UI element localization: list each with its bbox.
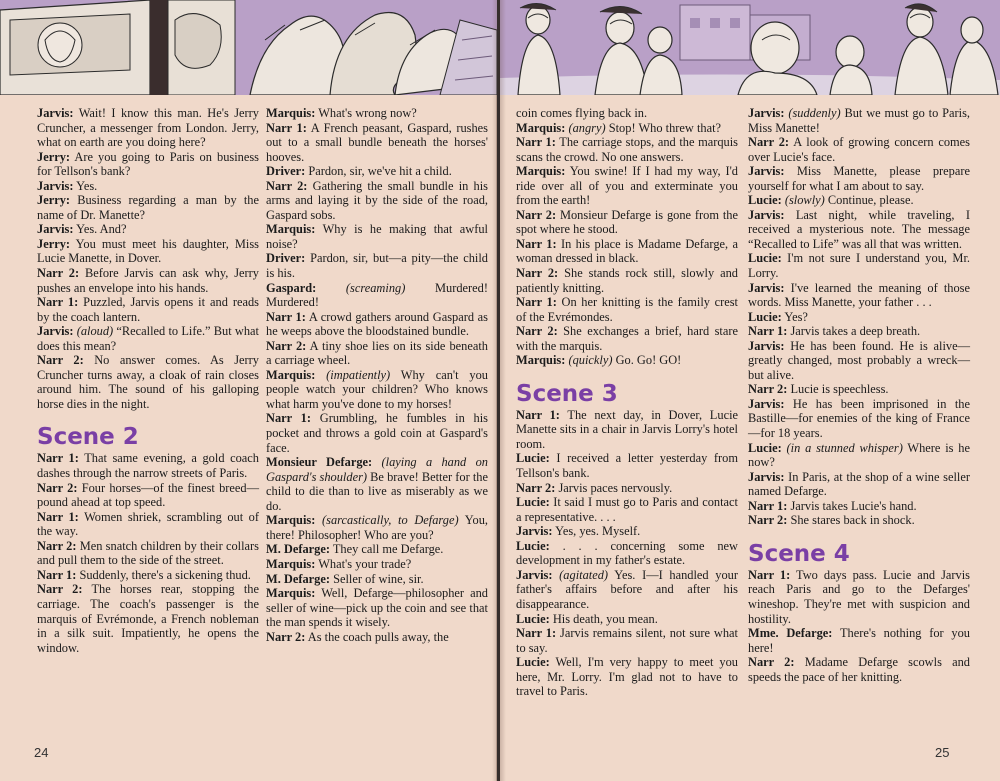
dialogue-text: Yes, yes. Myself. [555,524,641,539]
dialogue-text: Monsieur Defarge is gone from the spot where he stood. [516,207,738,237]
dialogue-text: Lucie is speechless. [790,382,889,397]
speaker-name: Marquis: [266,556,316,571]
speaker-name: Lucie: [516,611,550,626]
speaker-name: Jerry: [37,193,71,208]
speaker-name: Marquis: [266,367,316,382]
dialogue-text: I'm not sure I understand you, Mr. Lorry. [748,251,970,281]
speaker-name: Narr 2: [516,324,558,339]
script-line [266,586,488,630]
dialogue-text: In his place is Madame Defarge, a woman dressed in black. [516,236,738,266]
script-line [748,106,970,135]
dialogue-text: Continue, please. [824,193,914,208]
script-line [748,324,970,339]
script-line [37,222,259,237]
dialogue-text: You swine! If I had my way, I'd ride over all of you and exterminate you from the earth! [516,164,739,208]
script-line [266,572,488,587]
dialogue-text: Jarvis remains silent, not sure what to say. [516,626,738,655]
stage-direction: (slowly) [784,193,825,208]
speaker-name: Jarvis: [37,222,74,237]
speaker-name: Marquis: [266,106,316,120]
text-column-2 [266,106,488,644]
script-line [266,630,488,645]
script-line [516,539,738,568]
speaker-name: Narr 2: [516,207,557,222]
dialogue-text: I've learned the meaning of those words. Miss Manette, your father . . . [748,280,970,310]
text-column-1 [37,106,259,655]
dialogue-text: No answer comes. As Jerry Cruncher turns away, a cloak of rain closes around him. The sound of his galloping horse dies in the night. [37,353,259,411]
speaker-name: Narr 2: [266,178,308,193]
stage-direction: (laying a hand on Gaspard's shoulder) [266,455,488,484]
speaker-name: Narr 2: [37,353,84,368]
script-line [266,281,488,310]
speaker-name: Marquis: [266,222,316,237]
dialogue-text: A French peasant, Gaspard, rushes out to a small bundle beneath the horses' hooves. [266,120,489,164]
script-line [516,495,738,524]
speaker-name: Narr 2: [748,655,795,670]
speaker-name: Lucie: [516,451,550,466]
script-line [266,121,488,165]
script-line [266,455,488,513]
dialogue-text: Wait! I know this man. He's Jerry Cruncher, a messenger from London. Jerry, what on earth are you doing here? [37,106,259,150]
script-line [266,164,488,179]
script-line [516,408,738,452]
script-line [266,310,488,339]
dialogue-text: Miss Manette, please prepare yourself for what I am about to say. [748,164,970,193]
dialogue-text: Madame Defarge scowls and speeds the pace of her knitting. [748,655,971,684]
script-line [748,193,970,208]
script-line [516,481,738,496]
dialogue-text: What's wrong now? [318,106,417,120]
dialogue-text: Where is he now? [748,440,970,470]
speaker-name: Lucie: [516,495,550,510]
dialogue-text: Men snatch children by their collars and pull them to the side of the street. [37,538,260,568]
script-line [37,193,259,222]
script-line [516,568,738,612]
speaker-name: Narr 2: [748,135,790,150]
coach-and-horses-illustration [0,0,497,95]
right-header-illustration [500,0,1000,95]
speaker-name: Narr 1: [748,567,791,582]
speaker-name: Narr 2: [266,338,307,353]
dialogue-text: He has been imprisoned in the Bastille—for enemies of the king of France—for 18 years. [748,396,970,441]
script-line [266,339,488,368]
dialogue-text: Are you going to Paris on business for Tellson's bank? [37,149,259,179]
script-line [748,513,970,528]
dialogue-text: Pardon, sir, but—a pity—the child is his. [266,251,488,281]
speaker-name: Jarvis: [748,396,785,411]
speaker-name: Jarvis: [748,338,785,353]
dialogue-text: Why can't you people watch your children? Who knows what harm you've done to my horses! [266,367,488,411]
dialogue-text: Well, I'm very happy to meet you here, Mr. Lorry. I'm glad not to have to travel to Paris. [516,655,738,699]
dialogue-text: She stands rock still, slowly and patiently knitting. [516,266,738,295]
dialogue-text: Murdered! Murdered! [266,280,488,310]
speaker-name: Jerry: [37,149,71,164]
dialogue-text: On her knitting is the family crest of the Evrémondes. [516,295,738,324]
dialogue-text: That same evening, a gold coach dashes through the narrow streets of Paris. [37,451,259,481]
speaker-name: Lucie: [748,309,782,324]
stage-direction: (in a stunned whisper) [786,440,903,455]
dialogue-text: Yes? [784,309,808,324]
speaker-name: Jarvis: [37,324,74,339]
page-number-right: 25 [935,745,950,760]
script-line [266,513,488,542]
script-line [37,179,259,194]
dialogue-text: Well, Defarge—philosopher and seller of wine—pick up the coin and see that the man spends it wisely. [266,586,488,630]
dialogue-text: Last night, while traveling, I received a mysterious note. The message “Recalled to Life” was all that was written. [748,207,970,251]
dialogue-text: Before Jarvis can ask why, Jerry pushes an envelope into his hands. [37,266,259,295]
scene-heading: Scene 4 [748,540,850,567]
speaker-name: Narr 2: [37,480,78,495]
stage-direction: (suddenly) [788,106,841,120]
dialogue-text: Grumbling, he fumbles in his pocket and throws a gold coin at Gaspard's face. [266,411,488,455]
dialogue-text: “Recalled to Life.” But what does this mean? [37,324,259,353]
script-line [516,295,738,324]
dialogue-text: A crowd gathers around Gaspard as he weeps above the bloodstained bundle. [266,309,488,339]
script-line [266,557,488,572]
dialogue-text: Yes. And? [76,222,127,237]
speaker-name: Driver: [266,164,306,179]
speaker-name: Narr 2: [516,480,556,495]
script-line [748,655,970,684]
script-line [37,237,259,266]
dialogue-text: The carriage stops, and the marquis scans the crowd. No one answers. [516,135,738,164]
speaker-name: Jarvis: [516,567,553,582]
speaker-name: Narr 1: [516,236,557,251]
speaker-name: Narr 1: [516,626,557,641]
speaker-name: Narr 2: [266,629,306,644]
speaker-name: Lucie: [748,440,782,455]
speaker-name: Marquis: [516,120,566,135]
stage-direction: (impatiently) [326,367,391,382]
dialogue-text: Yes. [76,178,98,193]
left-header-illustration [0,0,497,95]
speaker-name: Narr 2: [516,266,559,281]
script-line [37,324,259,353]
script-line [516,612,738,627]
speaker-name: Marquis: [266,513,316,528]
text-column-4 [748,106,970,684]
dialogue-text: Be brave! Better for the child to die than to live as miserably as we do. [266,469,488,513]
dialogue-text: His death, you mean. [552,611,658,626]
script-line [748,135,970,164]
script-line [266,222,488,251]
stage-direction: (angry) [568,120,606,135]
script-line [516,626,738,655]
speaker-name: Jarvis: [748,106,785,120]
dialogue-text: It said I must go to Paris and contact a representative. . . . [516,495,738,524]
text-column-3 [516,106,738,699]
dialogue-text: In Paris, at the shop of a wine seller named Defarge. [748,469,970,499]
speaker-name: Narr 1: [37,295,79,310]
script-line [37,539,259,568]
dialogue-text: Seller of wine, sir. [333,571,424,586]
script-line [266,411,488,455]
script-line [516,135,738,164]
speaker-name: Mme. Defarge: [748,626,833,641]
script-line [37,106,259,150]
speaker-name: Gaspard: [266,280,317,295]
script-line [37,481,259,510]
speaker-name: Narr 1: [516,295,557,310]
script-line [37,568,259,583]
script-line [37,510,259,539]
stage-direction: (sarcastically, to Defarge) [322,513,459,528]
dialogue-text: I received a letter yesterday from Tellson's bank. [516,451,738,481]
script-line [516,266,738,295]
script-line [516,353,738,368]
speaker-name: Narr 1: [266,411,311,426]
speaker-name: Narr 1: [266,309,306,324]
script-line [516,106,738,121]
speaker-name: Jarvis: [37,178,74,193]
script-line [516,324,738,353]
dialogue-text: Suddenly, there's a sickening thud. [79,567,251,582]
speaker-name: Narr 1: [266,120,307,135]
script-line [516,655,738,699]
speaker-name: Narr 1: [37,567,77,582]
speaker-name: Jarvis: [748,164,785,179]
speaker-name: Jerry: [37,236,71,251]
speaker-name: Narr 1: [37,451,79,466]
speaker-name: Narr 2: [37,582,83,597]
dialogue-text: Business regarding a man by the name of Dr. Manette? [37,193,259,222]
dialogue-text: . . . concerning some new development in my father's estate. [516,538,738,568]
dialogue-text: But we must go to Paris, Miss Manette! [748,106,970,135]
speaker-name: M. Defarge: [266,542,330,557]
stage-direction: (aloud) [76,324,114,339]
dialogue-text: The horses rear, stopping the carriage. The coach's passenger is the marquis of Evrémonde, a French nobleman in a silk suit. Impatiently, he opens the window. [37,582,259,655]
script-line [516,237,738,266]
speaker-name: Lucie: [748,251,782,266]
dialogue-text: Why is he making that awful noise? [266,222,489,251]
dialogue-text: She exchanges a brief, hard stare with the marquis. [516,324,738,353]
dialogue-text: Go. Go! GO! [612,353,682,368]
stage-direction: (agitated) [559,567,609,582]
script-line [748,441,970,470]
dialogue-text: Yes. I—I handled your father's affairs before and after his disappearance. [516,567,738,611]
speaker-name: M. Defarge: [266,571,330,586]
script-line [748,470,970,499]
script-line [37,266,259,295]
script-line [748,397,970,441]
dialogue-text: Gathering the small bundle in his arms and laying it by the side of the road, Gaspard sobs. [266,178,488,222]
dialogue-text: Pardon, sir, we've hit a child. [308,164,452,179]
dialogue-text: Puzzled, Jarvis opens it and reads by the coach lantern. [37,295,259,324]
speaker-name: Narr 2: [748,513,788,528]
script-line [516,164,738,208]
speaker-name: Narr 1: [516,135,556,150]
dialogue-text: The next day, in Dover, Lucie Manette sits in a chair in Jarvis Lorry's hotel room. [516,407,739,451]
speaker-name: Narr 1: [37,509,79,524]
dialogue-text: Four horses—of the finest breed—pound ahead at top speed. [37,480,259,510]
scene-heading: Scene 3 [516,380,618,407]
script-line [266,106,488,121]
speaker-name: Jarvis: [748,469,785,484]
script-line [516,524,738,539]
script-line [748,310,970,325]
speaker-name: Marquis: [516,164,566,179]
stage-direction: (screaming) [345,280,406,295]
dialogue-text: Jarvis takes Lucie's hand. [790,498,917,513]
dialogue-text: You, there! Philosopher! Who are you? [266,513,488,542]
script-line [748,568,970,626]
dialogue-text: You must meet his daughter, Miss Lucie Manette, in Dover. [37,236,260,266]
speaker-name: Narr 1: [516,407,560,422]
speaker-name: Narr 1: [748,498,788,513]
dialogue-text: Two days pass. Lucie and Jarvis reach Paris and go to the Defarges' wineshop. They're met with suspicion and hostility. [748,567,971,626]
script-line [266,368,488,412]
script-line [748,499,970,514]
dialogue-text: A tiny shoe lies on its side beneath a carriage wheel. [266,338,488,368]
dialogue-text: Women shriek, scrambling out of the way. [37,509,259,539]
speaker-name: Marquis: [266,586,316,601]
speaker-name: Monsieur Defarge: [266,455,373,470]
script-line [516,208,738,237]
script-line [516,451,738,480]
script-line [748,164,970,193]
dialogue-text: Jarvis takes a deep breath. [790,324,921,339]
dialogue-text: What's your trade? [318,556,412,571]
script-line [748,281,970,310]
speaker-name: Jarvis: [748,207,785,222]
script-line [37,582,259,655]
speaker-name: Narr 2: [37,538,77,553]
script-line [748,382,970,397]
script-line [748,251,970,280]
crowd-illustration [500,0,1000,95]
script-line [37,451,259,480]
dialogue-text: She stares back in shock. [790,513,915,528]
dialogue-text: There's nothing for you here! [748,626,970,655]
dialogue-text: coin comes flying back in. [516,106,648,120]
stage-direction: (quickly) [568,353,613,368]
script-line [748,626,970,655]
dialogue-text: A look of growing concern comes over Lucie's face. [748,135,971,164]
speaker-name: Jarvis: [748,280,785,295]
script-line [37,295,259,324]
script-line [37,150,259,179]
speaker-name: Narr 1: [748,324,788,339]
page-number-left: 24 [34,745,49,760]
speaker-name: Lucie: [748,193,782,208]
script-line [37,353,259,411]
speaker-name: Jarvis: [37,106,74,120]
dialogue-text: He has been found. He is alive—greatly changed, most probably a wreck—but alive. [748,338,970,382]
speaker-name: Lucie: [516,655,550,670]
script-line [516,121,738,136]
speaker-name: Narr 2: [748,382,788,397]
script-line [748,208,970,252]
speaker-name: Narr 2: [37,266,80,281]
dialogue-text: Jarvis paces nervously. [558,480,673,495]
script-line [266,542,488,557]
dialogue-text: They call me Defarge. [332,542,444,557]
script-line [266,179,488,223]
dialogue-text: Stop! Who threw that? [605,120,722,135]
scene-heading: Scene 2 [37,424,139,451]
script-line [748,339,970,383]
dialogue-text: As the coach pulls away, the [307,629,449,644]
speaker-name: Lucie: [516,538,550,553]
speaker-name: Marquis: [516,353,566,368]
script-line [266,251,488,280]
speaker-name: Driver: [266,251,306,266]
speaker-name: Jarvis: [516,524,553,539]
